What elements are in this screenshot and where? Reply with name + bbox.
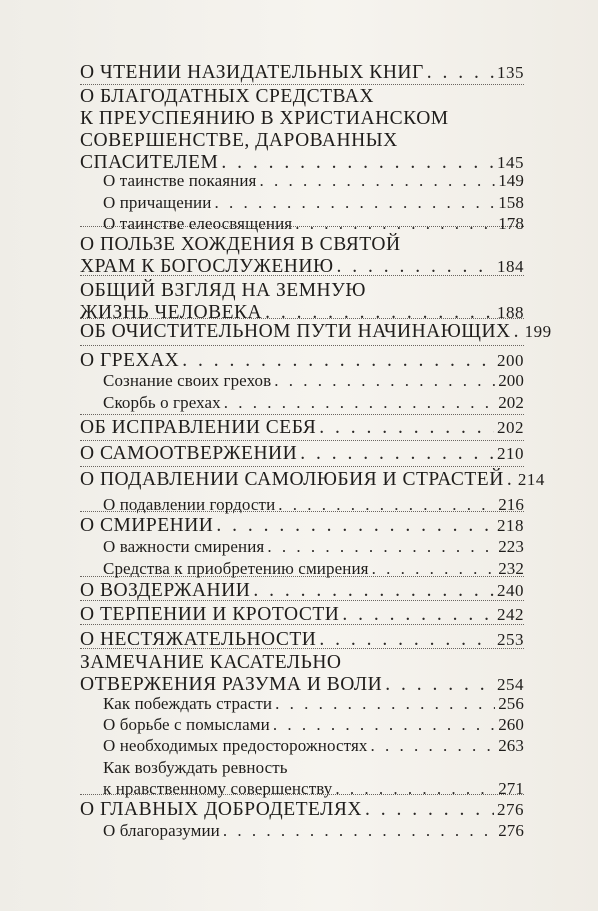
page-number: 135 xyxy=(497,63,524,82)
toc-entry-row xyxy=(80,62,524,84)
toc-entry-row xyxy=(103,392,524,413)
toc-entry-row xyxy=(103,693,524,714)
toc-entry[interactable] xyxy=(80,652,524,696)
toc-entry-row xyxy=(103,536,524,557)
toc-entry-title-line: СОВЕРШЕНСТВЕ, ДАРОВАННЫХ xyxy=(80,130,398,151)
toc-subentry[interactable] xyxy=(103,370,524,391)
toc-entry-title: О ГРЕХАХ xyxy=(80,350,180,371)
page-number: 263 xyxy=(498,736,524,755)
toc-entry[interactable] xyxy=(80,280,524,324)
toc-entry-title: О НЕСТЯЖАТЕЛЬНОСТИ xyxy=(80,629,317,650)
toc-entry-title: О таинстве елеосвящения xyxy=(103,214,293,233)
toc-entry-title: ЖИЗНЬ ЧЕЛОВЕКА xyxy=(80,302,263,323)
toc-entry-row xyxy=(80,469,545,491)
dot-leader xyxy=(267,536,495,557)
toc-entry-row xyxy=(80,629,524,651)
dot-leader xyxy=(514,321,522,343)
toc-entry-title: О важности смирения xyxy=(103,537,265,556)
page-number: 214 xyxy=(517,470,545,489)
toc-entry[interactable] xyxy=(80,580,524,602)
toc-subentry[interactable] xyxy=(103,714,524,735)
toc-subentry[interactable] xyxy=(103,213,524,234)
toc-subentry[interactable] xyxy=(103,820,524,841)
toc-entry-row xyxy=(80,321,552,343)
page-number: 218 xyxy=(497,516,524,535)
toc-entry-row xyxy=(80,515,524,537)
dot-leader xyxy=(319,417,494,439)
toc-entry-row xyxy=(103,213,524,234)
page-number: 276 xyxy=(498,821,524,840)
toc-entry-row xyxy=(103,714,524,735)
page-number: 202 xyxy=(497,418,524,437)
dot-leader xyxy=(370,735,495,756)
toc-entry[interactable] xyxy=(80,515,524,537)
separator-rule xyxy=(80,345,524,346)
page-number: 232 xyxy=(498,559,524,578)
toc-entry-title-line: К ПРЕУСПЕЯНИЮ В ХРИСТИАНСКОМ xyxy=(80,108,449,129)
page-number: 242 xyxy=(497,605,524,624)
toc-entry[interactable] xyxy=(80,799,524,821)
page-number: 178 xyxy=(498,214,524,233)
toc-entry-title-line: Как возбуждать ревность xyxy=(103,758,288,777)
toc-entry[interactable] xyxy=(80,350,524,372)
toc-entry-row xyxy=(80,604,524,626)
dot-leader xyxy=(273,714,495,735)
dot-leader xyxy=(275,693,495,714)
toc-entry-title: О ПОДАВЛЕНИИ САМОЛЮБИЯ И СТРАСТЕЙ xyxy=(80,469,504,490)
dot-leader xyxy=(319,629,494,651)
toc-entry-title-line: О БЛАГОДАТНЫХ СРЕДСТВАХ xyxy=(80,86,374,107)
dot-leader xyxy=(216,515,494,537)
page-number: 202 xyxy=(498,393,524,412)
toc-entry-row xyxy=(103,370,524,391)
page-number: 256 xyxy=(498,694,524,713)
toc-entry-title: ХРАМ К БОГОСЛУЖЕНИЮ xyxy=(80,256,334,277)
toc-entry-title: О ЧТЕНИИ НАЗИДАТЕЛЬНЫХ КНИГ xyxy=(80,62,424,83)
toc-entry-row xyxy=(103,170,524,191)
page-number: 188 xyxy=(497,303,524,322)
page-number: 210 xyxy=(497,444,524,463)
page-number: 200 xyxy=(497,351,524,370)
toc-entry-title-line: ОБЩИЙ ВЗГЛЯД НА ЗЕМНУЮ xyxy=(80,280,366,301)
dot-leader xyxy=(214,192,495,213)
toc-entry-title-line: ЗАМЕЧАНИЕ КАСАТЕЛЬНО xyxy=(80,652,342,673)
toc-subentry[interactable] xyxy=(103,536,524,557)
toc-subentry[interactable] xyxy=(103,735,524,756)
toc-entry-title-line: О ПОЛЬЗЕ ХОЖДЕНИЯ В СВЯТОЙ xyxy=(80,234,401,255)
separator-rule xyxy=(80,466,524,467)
toc-entry-title: О благоразумии xyxy=(103,821,220,840)
page-number: 271 xyxy=(498,779,524,798)
toc-entry-title: О необходимых предосторожностях xyxy=(103,736,368,755)
toc-entry[interactable] xyxy=(80,443,524,465)
dot-leader xyxy=(253,580,494,602)
toc-subentry[interactable] xyxy=(103,558,524,579)
toc-entry-title: О ТЕРПЕНИИ И КРОТОСТИ xyxy=(80,604,340,625)
toc-entry[interactable] xyxy=(80,62,524,84)
separator-rule xyxy=(80,84,524,85)
page-number: 253 xyxy=(497,630,524,649)
dot-leader xyxy=(295,213,495,234)
toc-entry-title: О борьбе с помыслами xyxy=(103,715,270,734)
toc-entry-title: О подавлении гордости xyxy=(103,495,276,514)
toc-entry-row xyxy=(103,820,524,841)
page-number: 158 xyxy=(498,193,524,212)
toc-entry-title: О САМООТВЕРЖЕНИИ xyxy=(80,443,298,464)
toc-entry-title: О таинстве покаяния xyxy=(103,171,257,190)
toc-entry-title: Средства к приобретению смирения xyxy=(103,559,369,578)
dot-leader xyxy=(372,558,496,579)
toc-subentry[interactable] xyxy=(103,170,524,191)
dot-leader xyxy=(342,604,494,626)
page-number: 149 xyxy=(498,171,524,190)
separator-rule xyxy=(80,440,524,441)
page-number: 276 xyxy=(497,800,524,819)
toc-entry-row xyxy=(103,192,524,213)
dot-leader xyxy=(223,820,495,841)
dot-leader xyxy=(365,799,494,821)
page-number: 254 xyxy=(497,675,524,694)
toc-entry-row xyxy=(80,443,524,465)
dot-leader xyxy=(335,778,495,799)
page-number: 223 xyxy=(498,537,524,556)
page-number: 200 xyxy=(498,371,524,390)
toc-subentry[interactable] xyxy=(103,192,524,213)
toc-entry-title: Как побеждать страсти xyxy=(103,694,273,713)
toc-entry-title: ОТВЕРЖЕНИЯ РАЗУМА И ВОЛИ xyxy=(80,674,383,695)
toc-entry-row xyxy=(103,558,524,579)
dot-leader xyxy=(274,370,495,391)
toc-entry-title: Скорбь о грехах xyxy=(103,393,221,412)
toc-entry-row xyxy=(103,778,524,799)
toc-entry-title: О ГЛАВНЫХ ДОБРОДЕТЕЛЯХ xyxy=(80,799,362,820)
page-number: 216 xyxy=(498,495,524,514)
toc-entry-title: Сознание своих грехов xyxy=(103,371,272,390)
dot-leader xyxy=(337,256,494,278)
toc-entry[interactable] xyxy=(80,321,552,343)
toc-entry-title: ОБ ИСПРАВЛЕНИИ СЕБЯ xyxy=(80,417,317,438)
toc-entry-title: О СМИРЕНИИ xyxy=(80,515,214,536)
toc-entry[interactable] xyxy=(80,469,545,491)
toc-entry-row xyxy=(103,735,524,756)
dot-leader xyxy=(259,170,495,191)
toc-entry[interactable] xyxy=(80,629,524,651)
dot-leader xyxy=(224,392,495,413)
dot-leader xyxy=(507,469,515,491)
page-number: 145 xyxy=(497,153,524,172)
toc-entry[interactable] xyxy=(80,417,524,439)
dot-leader xyxy=(182,350,494,372)
page-number: 240 xyxy=(497,581,524,600)
dot-leader xyxy=(427,62,494,84)
page-number: 260 xyxy=(498,715,524,734)
dot-leader xyxy=(300,443,494,465)
toc-entry-row xyxy=(80,256,524,278)
toc-subentry[interactable] xyxy=(103,693,524,714)
toc-entry-row xyxy=(80,417,524,439)
toc-entry-title: ОБ ОЧИСТИТЕЛЬНОМ ПУТИ НАЧИНАЮЩИХ xyxy=(80,321,511,342)
toc-entry-row xyxy=(80,799,524,821)
toc-entry-title: к нравственному совершенству xyxy=(103,779,333,798)
toc-subentry[interactable] xyxy=(103,494,524,515)
page-number: 184 xyxy=(497,257,524,276)
separator-rule xyxy=(80,414,524,415)
toc-entry[interactable] xyxy=(80,234,524,278)
toc-entry-row xyxy=(103,494,524,515)
toc-entry-title: СПАСИТЕЛЕМ xyxy=(80,152,219,173)
page-number: 199 xyxy=(524,322,552,341)
toc-entry[interactable] xyxy=(80,86,524,174)
toc-entry[interactable] xyxy=(80,604,524,626)
toc-subentry[interactable] xyxy=(103,757,524,799)
toc-subentry[interactable] xyxy=(103,392,524,413)
toc-entry-title: О ВОЗДЕРЖАНИИ xyxy=(80,580,251,601)
dot-leader xyxy=(278,494,495,515)
toc-entry-title: О причащении xyxy=(103,193,212,212)
toc-entry-row xyxy=(80,580,524,602)
toc-entry-row xyxy=(80,350,524,372)
